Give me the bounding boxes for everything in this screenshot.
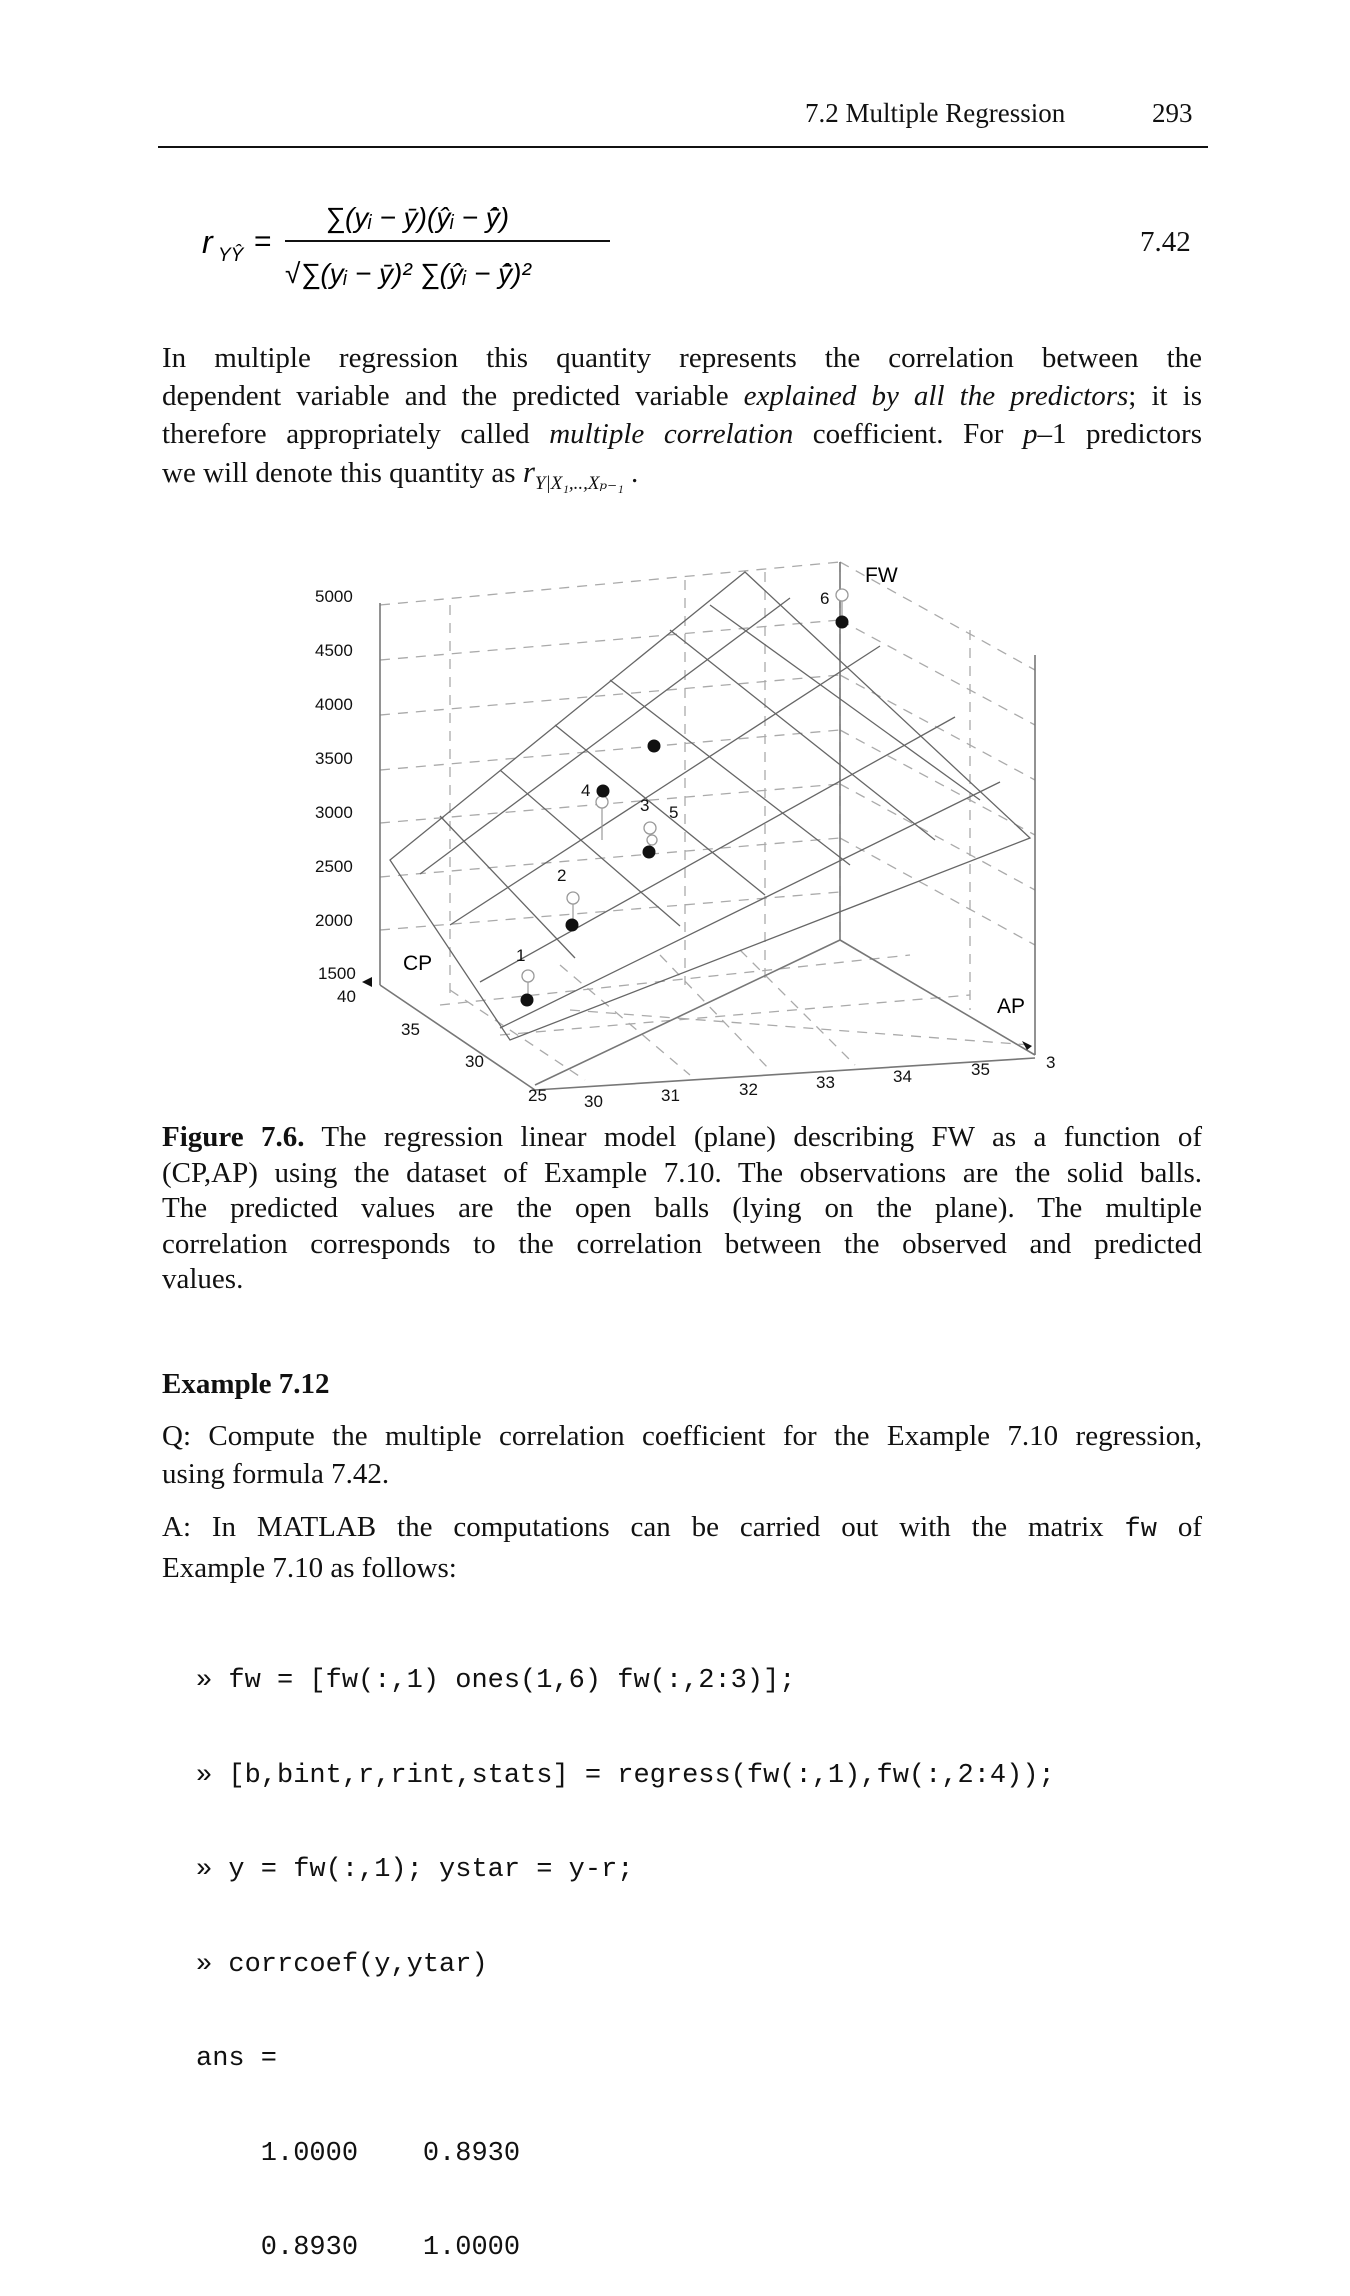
- text-run: The regression linear model (plane) describing FW as a function of: [304, 1121, 1202, 1153]
- caption-line: (CP,AP) using the dataset of Example 7.10. The observations are the solid balls.: [162, 1156, 1202, 1189]
- paragraph-line: [162, 453, 1202, 503]
- cp-tick: 40: [337, 987, 356, 1006]
- point-labels: [516, 589, 829, 965]
- figure-caption: [162, 1120, 1202, 1298]
- axis-label-ap: AP: [997, 995, 1026, 1018]
- ap-tick: 34: [893, 1067, 912, 1086]
- header-rule: [158, 146, 1208, 148]
- paragraph-line: [162, 377, 1202, 415]
- ap-tick: 33: [816, 1073, 835, 1092]
- answer-line: [162, 1508, 1202, 1549]
- predicted-ball: [596, 796, 608, 808]
- text-run: dependent variable and the predicted variable: [162, 380, 744, 412]
- code-line: 1.0000 0.8930: [196, 2138, 521, 2169]
- point-label: 4: [581, 781, 591, 800]
- axis-label-cp: CP: [403, 952, 433, 975]
- running-header-title: 7.2 Multiple Regression: [805, 98, 1066, 128]
- point-label: 3: [640, 796, 650, 815]
- observed-ball: [648, 740, 661, 753]
- equation-lhs: r: [202, 224, 213, 260]
- point-label: 6: [820, 589, 830, 608]
- box-axes: [380, 562, 1035, 1090]
- matlab-code-block: [196, 1603, 1055, 2296]
- text-run: A: In MATLAB the computations can be carried out with the matrix: [162, 1511, 1125, 1543]
- caption-line: [162, 1120, 1202, 1156]
- paragraph-multiple-correlation: [162, 339, 1202, 503]
- observed-ball: [836, 616, 849, 629]
- cp-tick: 25: [528, 1086, 547, 1105]
- equation-lhs-subscript: YŶ: [218, 245, 244, 266]
- z-tick: 4500: [315, 641, 353, 660]
- point-label: 5: [669, 803, 679, 822]
- observed-ball: [597, 785, 610, 798]
- cp-tick: 30: [465, 1052, 484, 1071]
- z-tick: 3000: [315, 803, 353, 822]
- code-line: » [b,bint,r,rint,stats] = regress(fw(:,1),fw(:,2:4));: [196, 1760, 1055, 1791]
- text-run: –1 predictors: [1037, 418, 1202, 450]
- example-question: [162, 1417, 1202, 1493]
- code-line: » y = fw(:,1); ystar = y-r;: [196, 1855, 634, 1885]
- paragraph-line: [162, 415, 1202, 453]
- inline-code: fw: [1124, 1515, 1157, 1545]
- ap-tick: 35: [971, 1060, 990, 1079]
- predicted-ball: [647, 835, 657, 845]
- text-run: coefficient. For: [793, 418, 1023, 450]
- paragraph-line: In multiple regression this quantity represents the correlation between the: [162, 342, 1202, 374]
- equation-7-42: [190, 185, 630, 310]
- code-line: 0.8930 1.0000: [196, 2233, 521, 2263]
- caption-label: Figure 7.6.: [162, 1121, 305, 1153]
- caption-line: values.: [162, 1263, 244, 1295]
- text-run: we will denote this quantity as: [162, 457, 523, 489]
- axis-label-fw: FW: [865, 564, 898, 587]
- observed-ball: [521, 994, 534, 1007]
- code-line: » corrcoef(y,ytar): [196, 1949, 488, 1980]
- observed-ball: [643, 846, 656, 859]
- answer-line: Example 7.10 as follows:: [162, 1552, 457, 1584]
- observed-ball: [566, 919, 579, 932]
- ap-tick: 31: [661, 1086, 680, 1105]
- z-tick: 3500: [315, 749, 353, 768]
- question-line: using formula 7.42.: [162, 1458, 390, 1490]
- predicted-ball: [522, 970, 534, 982]
- z-tick: 1500: [318, 964, 356, 983]
- regression-plane: [390, 572, 1030, 1040]
- equation-denominator: √∑(yᵢ − ȳ)² ∑(ŷᵢ − ŷ̄)²: [285, 258, 531, 289]
- text-run: therefore appropriately called: [162, 418, 550, 450]
- caption-line: correlation corresponds to the correlation between the observed and predicted: [162, 1227, 1202, 1260]
- emphasis: multiple correlation: [549, 418, 794, 450]
- ap-tick: 30: [584, 1092, 603, 1111]
- predicted-ball: [644, 822, 656, 834]
- z-tick: 4000: [315, 695, 353, 714]
- cp-axis-arrow: [362, 977, 372, 987]
- question-line: Q: Compute the multiple correlation coefficient for the Example 7.10 regression,: [162, 1420, 1202, 1452]
- z-tick: 2500: [315, 857, 353, 876]
- symbol-subscript: Y|X₁,..,Xₚ₋₁: [534, 472, 624, 494]
- symbol-r: r: [522, 454, 535, 489]
- code-line: ans =: [196, 2044, 278, 2074]
- ap-tick: 32: [739, 1080, 758, 1099]
- text-run: ; it is: [1128, 380, 1202, 412]
- code-line: » fw = [fw(:,1) ones(1,6) fw(:,2:3)];: [196, 1666, 796, 1696]
- equation-numerator: ∑(yᵢ − ȳ)(ŷᵢ − ŷ̄): [325, 202, 510, 233]
- point-label: 2: [557, 866, 567, 885]
- example-title: Example 7.12: [162, 1368, 330, 1400]
- z-axis-ticks: [315, 587, 356, 983]
- figure-7-6-plot: [0, 540, 1350, 1120]
- equation-number: 7.42: [1140, 226, 1191, 258]
- point-label: 1: [516, 946, 526, 965]
- z-tick: 5000: [315, 587, 353, 606]
- text-run: .: [623, 457, 639, 489]
- example-answer: [162, 1508, 1202, 1587]
- equation-equals: =: [254, 225, 272, 258]
- page-number: 293: [1152, 98, 1193, 128]
- predicted-ball: [567, 892, 579, 904]
- emphasis-p: p: [1022, 418, 1038, 450]
- text-run: of: [1156, 1511, 1202, 1543]
- predicted-ball: [836, 589, 848, 601]
- z-tick: 2000: [315, 911, 353, 930]
- caption-line: The predicted values are the open balls (lying on the plane). The multiple: [162, 1192, 1202, 1224]
- emphasis: explained by all the predictors: [743, 380, 1129, 412]
- cp-tick: 35: [401, 1020, 420, 1039]
- ap-tick: 3: [1046, 1053, 1056, 1072]
